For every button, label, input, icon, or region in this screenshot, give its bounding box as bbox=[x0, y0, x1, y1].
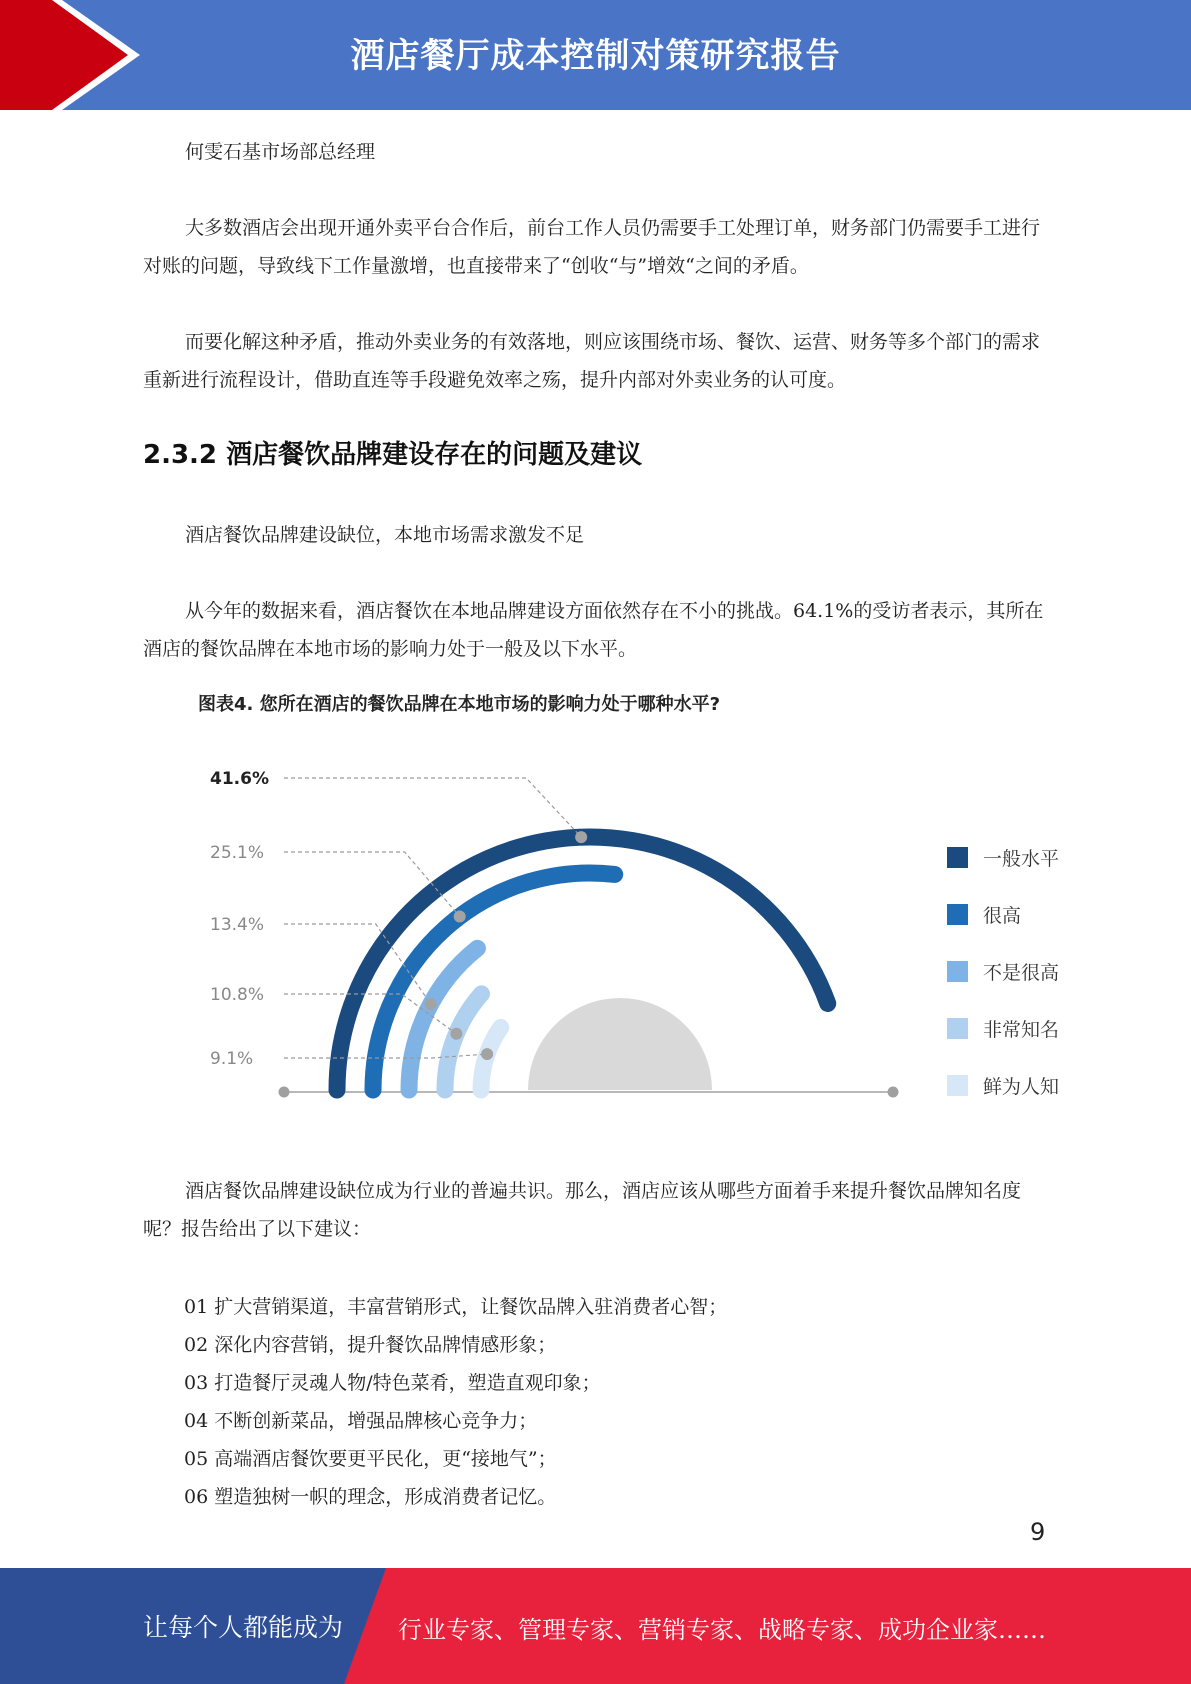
leader-dot bbox=[481, 1048, 493, 1060]
legend-swatch bbox=[947, 904, 968, 925]
value-label: 25.1% bbox=[210, 843, 265, 863]
list-item: 05 高端酒店餐饮要更平民化，更“接地气”； bbox=[184, 1448, 557, 1470]
legend-label: 不是很高 bbox=[983, 962, 1060, 984]
page-number: 9 bbox=[1030, 1518, 1046, 1546]
value-label: 13.4% bbox=[210, 915, 265, 935]
paragraph-3: 而要化解这种矛盾，推动外卖业务的有效落地，则应该围绕市场、餐饮、运营、财务等多个部门的需求重新进行流程设计，借助直连等手段避免效率之殇，提升内部对外卖业务的认可度。 bbox=[143, 331, 1041, 391]
suggestion-list bbox=[184, 1288, 727, 1516]
list-item: 03 打造餐厅灵魂人物/特色菜肴，塑造直观印象； bbox=[184, 1372, 601, 1394]
value-label: 41.6% bbox=[210, 769, 269, 789]
leader-dot bbox=[425, 998, 437, 1010]
leader-dot bbox=[450, 1028, 462, 1040]
legend-swatch bbox=[947, 847, 968, 868]
leader-line bbox=[284, 778, 581, 837]
paragraph-2: 大多数酒店会出现开通外卖平台合作后，前台工作人员仍需要手工处理订单，财务部门仍需要手工进行对账的问题，导致线下工作量激增，也直接带来了“创收“与”增效“之间的矛盾。 bbox=[143, 217, 1041, 277]
header-title: 酒店餐厅成本控制对策研究报告 bbox=[350, 36, 841, 76]
page-footer bbox=[0, 1568, 1191, 1684]
center-semicircle bbox=[528, 998, 712, 1090]
footer-slogan-right: 行业专家、管理专家、营销专家、战略专家、成功企业家…… bbox=[398, 1616, 1046, 1644]
paragraph-5: 从今年的数据来看，酒店餐饮在本地品牌建设方面依然存在不小的挑战。64.1%的受访者表示，其所在酒店的餐饮品牌在本地市场的影响力处于一般及以下水平。 bbox=[143, 600, 1044, 660]
paragraph-6: 酒店餐饮品牌建设缺位成为行业的普遍共识。那么，酒店应该从哪些方面着手来提升餐饮品牌知名度呢？报告给出了以下建议： bbox=[143, 1180, 1022, 1240]
leader-dot bbox=[454, 910, 466, 922]
section-heading: 2.3.2 酒店餐饮品牌建设存在的问题及建议 bbox=[143, 440, 643, 470]
leader-dot bbox=[575, 831, 587, 843]
list-item: 02 深化内容营销，提升餐饮品牌情感形象； bbox=[184, 1334, 557, 1356]
list-item: 06 塑造独树一帜的理念，形成消费者记忆。 bbox=[184, 1486, 557, 1508]
legend-label: 一般水平 bbox=[983, 848, 1060, 870]
legend-label: 鲜为人知 bbox=[983, 1076, 1060, 1098]
list-item: 01 扩大营销渠道，丰富营销形式，让餐饮品牌入驻消费者心智； bbox=[184, 1296, 728, 1318]
legend-label: 非常知名 bbox=[983, 1019, 1060, 1041]
value-label: 9.1% bbox=[210, 1049, 254, 1069]
paragraph-4: 酒店餐饮品牌建设缺位，本地市场需求激发不足 bbox=[185, 524, 585, 546]
baseline-end-dot bbox=[279, 1087, 290, 1098]
page-header bbox=[0, 0, 1191, 110]
legend-label: 很高 bbox=[983, 905, 1022, 927]
legend-swatch bbox=[947, 961, 968, 982]
legend-swatch bbox=[947, 1018, 968, 1039]
list-item: 04 不断创新菜品，增强品牌核心竞争力； bbox=[184, 1410, 538, 1432]
radial-bar-chart bbox=[180, 740, 1100, 1130]
footer-slogan-left: 让每个人都能成为 bbox=[143, 1613, 344, 1642]
paragraph-author: 何雯石基市场部总经理 bbox=[185, 141, 376, 163]
chart-title: 图表4. 您所在酒店的餐饮品牌在本地市场的影响力处于哪种水平? bbox=[198, 694, 721, 715]
baseline-end-dot bbox=[888, 1087, 899, 1098]
value-label: 10.8% bbox=[210, 985, 265, 1005]
legend-swatch bbox=[947, 1075, 968, 1096]
